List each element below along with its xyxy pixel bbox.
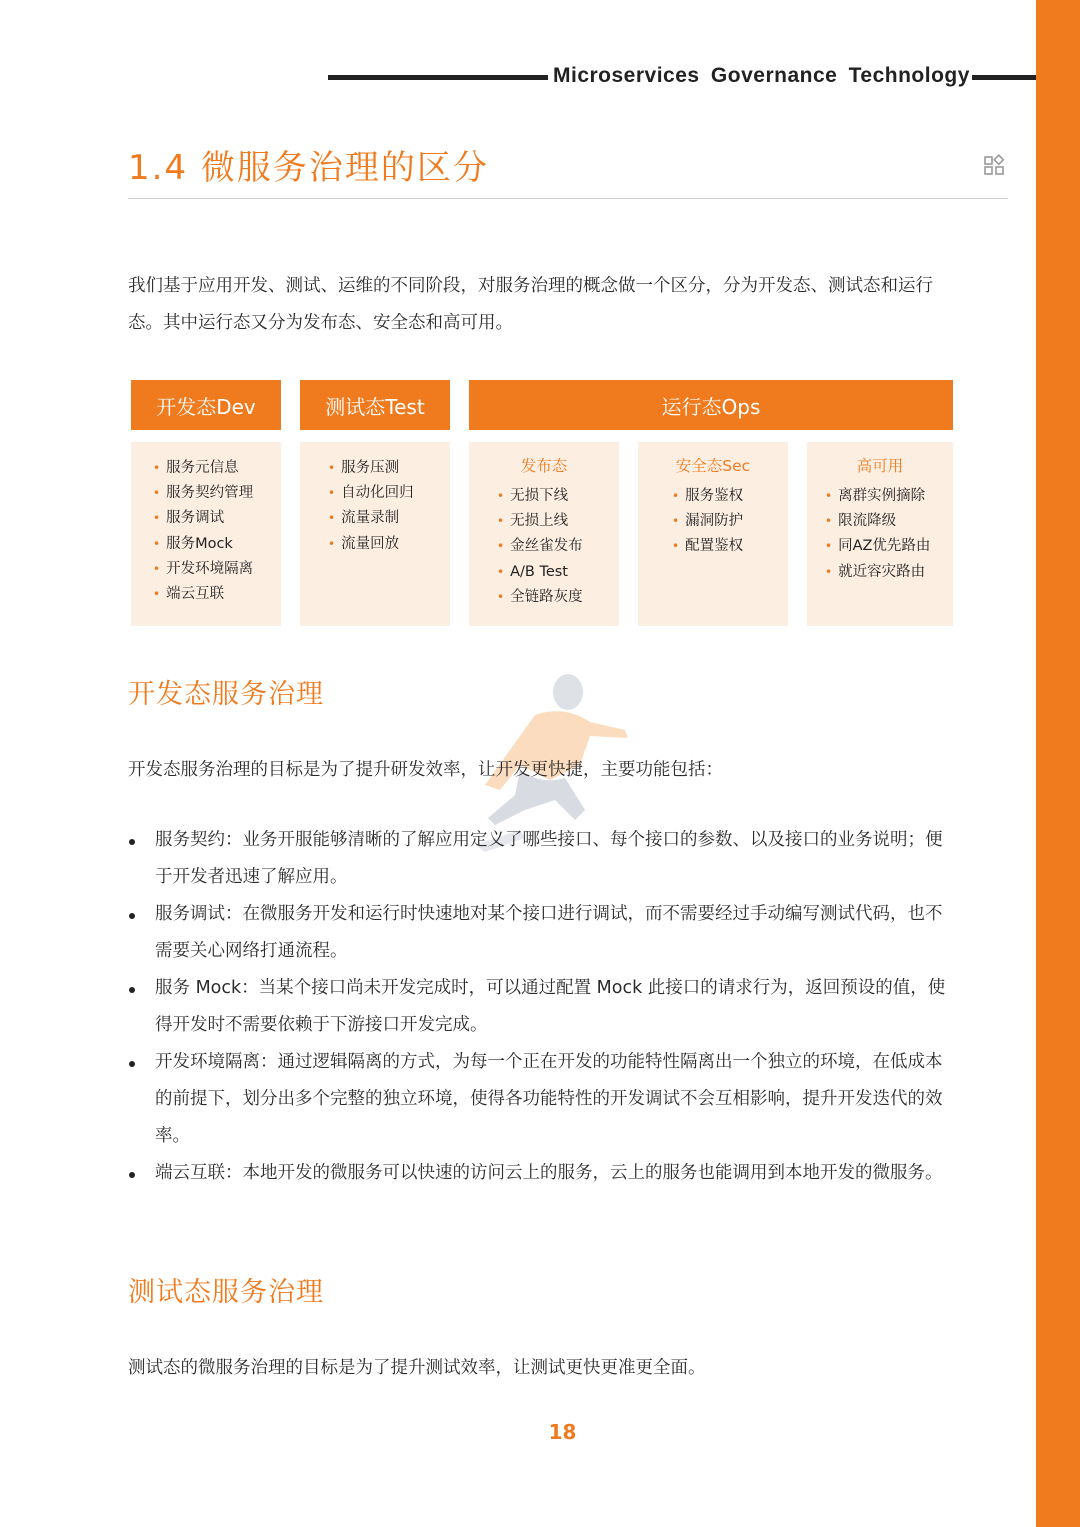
list-item: • A/B Test (497, 563, 568, 580)
test-panel (300, 442, 450, 626)
dev-intro-paragraph: 开发态服务治理的目标是为了提升研发效率，让开发更快捷，主要功能包括： (128, 760, 723, 780)
list-item: • 服务元信息 (153, 460, 239, 476)
release-title: 发布态 (520, 457, 568, 475)
list-item: • 同AZ优先路由 (825, 538, 931, 555)
list-item: • 开发环境隔离 (153, 560, 254, 577)
release-list (497, 484, 583, 610)
side-accent-bar (1036, 0, 1080, 1527)
list-item: • 离群实例摘除 (825, 488, 926, 504)
list-item: • 无损下线 (497, 488, 569, 504)
security-list (672, 484, 743, 560)
ha-title: 高可用 (856, 457, 904, 475)
list-item: • 流量回放 (328, 535, 400, 552)
header-rule-left (328, 75, 548, 80)
title-divider (128, 198, 1008, 199)
list-item: • 服务压测 (328, 460, 400, 476)
list-item: • 服务Mock (153, 535, 233, 552)
list-item: • 金丝雀发布 (497, 538, 583, 555)
list-item: • 流量录制 (328, 510, 400, 527)
list-item: 服务契约：业务开服能够清晰的了解应用定义了哪些接口、每个接口的参数、以及接口的业务说明；便于开发者迅速了解应用。 (128, 822, 958, 896)
ha-panel (807, 442, 953, 626)
list-item: • 无损上线 (497, 513, 569, 530)
governance-diagram (131, 380, 953, 630)
list-item: • 服务调试 (153, 510, 225, 527)
section-title: 1.4 微服务治理的区分 (128, 148, 489, 188)
dev-header: 开发态Dev (131, 380, 281, 430)
list-item: • 端云互联 (153, 586, 225, 603)
security-title: 安全态Sec (675, 457, 751, 475)
test-intro-paragraph: 测试态的微服务治理的目标是为了提升测试效率，让测试更快更准更全面。 (128, 1358, 706, 1378)
list-item: • 服务契约管理 (153, 485, 254, 502)
list-item: • 全链路灰度 (497, 588, 583, 605)
header-rule-right (972, 75, 1036, 80)
release-panel (469, 442, 619, 626)
list-item: 端云互联：本地开发的微服务可以快速的访问云上的服务，云上的服务也能调用到本地开发的微服务。 (128, 1155, 958, 1192)
list-item: • 自动化回归 (328, 485, 414, 502)
ha-list (825, 484, 930, 585)
ops-header: 运行态Ops (469, 380, 953, 430)
list-item: 开发环境隔离：通过逻辑隔离的方式，为每一个正在开发的功能特性隔离出一个独立的环境，在低成本的前提下，划分出多个完整的独立环境，使得各功能特性的开发调试不会互相影响，提升开发迭代的效率。 (128, 1044, 958, 1155)
list-item: • 就近容灾路由 (825, 563, 926, 580)
test-section-title: 测试态服务治理 (128, 1277, 324, 1308)
list-item: 服务调试：在微服务开发和运行时快速地对某个接口进行调试，而不需要经过手动编写测试代码，也不需要关心网络打通流程。 (128, 896, 958, 970)
dev-feature-list (128, 822, 958, 1192)
running-header: Microservices Governance Technology (553, 64, 970, 87)
list-item: 服务 Mock：当某个接口尚未开发完成时，可以通过配置 Mock 此接口的请求行为，返回预设的值，使得开发时不需要依赖于下游接口开发完成。 (128, 970, 958, 1044)
grid-icon (983, 154, 1007, 178)
dev-panel (131, 442, 281, 626)
list-item: • 漏洞防护 (672, 513, 744, 530)
security-panel (638, 442, 788, 626)
dev-list (153, 456, 253, 607)
intro-paragraph: 我们基于应用开发、测试、运维的不同阶段，对服务治理的概念做一个区分，分为开发态、测试态和运行态。其中运行态又分为发布态、安全态和高可用。 (128, 276, 933, 333)
test-list (328, 456, 414, 557)
dev-section-title: 开发态服务治理 (128, 679, 324, 710)
list-item: • 配置鉴权 (672, 538, 744, 555)
list-item: • 服务鉴权 (672, 488, 744, 504)
page-number: 18 (548, 1420, 577, 1444)
test-header: 测试态Test (300, 380, 450, 430)
list-item: • 限流降级 (825, 513, 897, 530)
